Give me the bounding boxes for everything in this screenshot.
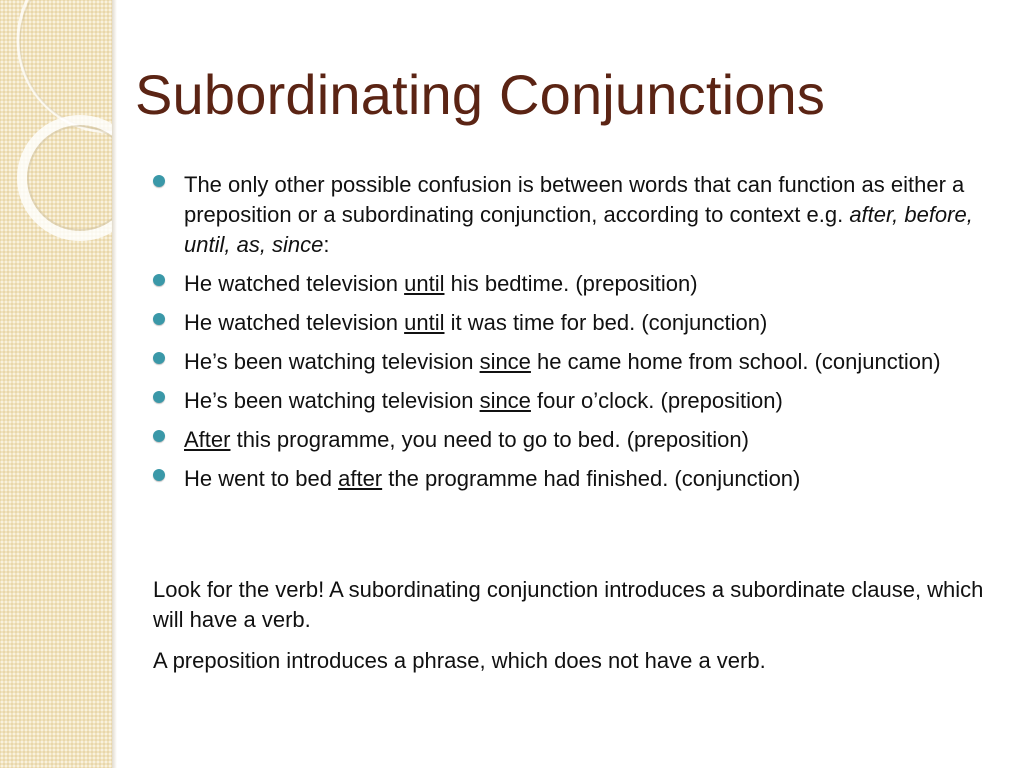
bullet-text-end: four o’clock. (preposition): [530, 388, 783, 413]
bullet-text-end: the programme had finished. (conjunction): [382, 466, 801, 491]
bullet-dot-icon: [153, 175, 165, 187]
underlined-word: until: [404, 310, 445, 335]
decorative-circles-icon: [0, 0, 112, 768]
bullet-dot-icon: [153, 274, 165, 286]
bullet-text: He’s been watching television: [184, 388, 480, 413]
bullet-item: [150, 347, 990, 377]
bullet-list: [150, 170, 990, 503]
bullet-text: He watched television: [184, 310, 405, 335]
bullet-text: He went to bed: [184, 466, 339, 491]
underlined-word: until: [404, 271, 445, 296]
bullet-text: He watched television: [184, 271, 405, 296]
bullet-dot-icon: [153, 391, 165, 403]
bullet-text: He’s been watching television: [184, 349, 480, 374]
bullet-item: [150, 464, 990, 494]
bullet-dot-icon: [153, 352, 165, 364]
underlined-word: since: [479, 349, 531, 374]
bullet-text: The only other possible confusion is between words that can function as either a preposition or a subordinating conjunction, according to context e.g.: [184, 172, 965, 227]
decorative-side-panel: [0, 0, 112, 768]
bullet-text-end: :: [323, 232, 330, 257]
bullet-dot-icon: [153, 313, 165, 325]
bullet-dot-icon: [153, 430, 165, 442]
bullet-dot-icon: [153, 469, 165, 481]
bullet-text-end: this programme, you need to go to bed. (preposition): [230, 427, 749, 452]
side-panel-edge: [112, 0, 117, 768]
bullet-item: [150, 269, 990, 299]
note-verb-rule: Look for the verb! A subordinating conjunction introduces a subordinate clause, which will have a verb.: [153, 577, 984, 632]
underlined-word: After: [184, 427, 231, 452]
bullet-text-end: it was time for bed. (conjunction): [444, 310, 768, 335]
bullet-item: [150, 425, 990, 455]
bullet-text-end: he came home from school. (conjunction): [530, 349, 941, 374]
bullet-item: [150, 308, 990, 338]
underlined-word: since: [479, 388, 531, 413]
slide-title: Subordinating Conjunctions: [135, 63, 826, 126]
bullet-item: [150, 170, 990, 260]
bullet-item: [150, 386, 990, 416]
underlined-word: after: [338, 466, 383, 491]
bullet-text-end: his bedtime. (preposition): [444, 271, 698, 296]
example-words: after, before, until, as, since: [184, 202, 973, 257]
note-preposition-rule: A preposition introduces a phrase, which does not have a verb.: [153, 648, 766, 673]
